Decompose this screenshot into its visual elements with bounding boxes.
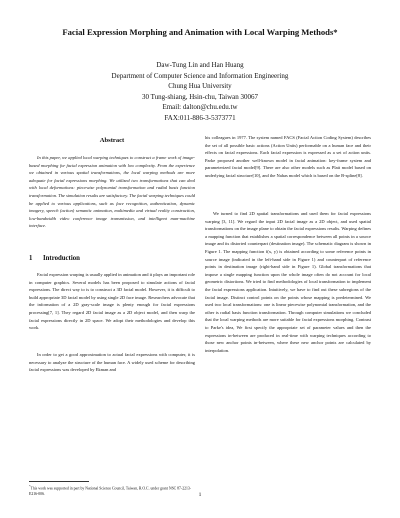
footnote-text: This work was supported in part by National Science Council, Taiwan, R.O.C. under grant NSC 87-2213-E216-006. [29, 486, 192, 496]
author-names: Daw-Tung Lin and Han Huang [156, 61, 244, 69]
university: Chung Hua University [168, 82, 232, 90]
intro-paragraph-3: his colleagues in 1977. The system named FACS (Facial Action Coding System) describes the set of all possible basic actions (Action Units) performable on a human face and their effects on facial expressions. Each facial expression is expressed as a set of action units. Parke proposed another well-known model in facial animation: key-frame system and parameterized facial model[9]. There are also other models such as Platt model based on underlying facial structure[10], and the Nahas model which is based on the B-spline[8]. [205, 135, 371, 178]
department: Department of Computer Science and Information Engineering [111, 71, 289, 80]
address: 30 Tung-shiang, Hsin-chu, Taiwan 30067 [141, 92, 259, 101]
page-number: 1 [198, 492, 202, 498]
intro-paragraph-1: Facial expression warping is usually applied in animation and it plays an important role in computer graphics. Several models has been proposed to simulate actions of facial expressions. The direct way to is to construct a 3D facial model. However, it is difficult to build appropriate 3D facial model by using single 2D face image. Researchers advocate that the information of a 2D gray-scale image is plenty enough for facial expressions processing[7, 1]. They regard 2D facial image as a 2D object model, and then warp the facial expressions directly in 2D space. We adopt their methodologies and develop this work. [29, 272, 195, 331]
email: Email: dalton@chu.edu.tw [162, 103, 238, 111]
fax: FAX:011-886-3-5373771 [164, 113, 236, 122]
section-heading-introduction [29, 254, 195, 263]
intro-paragraph-2: In order to get a good approximation to actual facial expressions with computer, it is necessary to analyze the structure of the human face. A widely used scheme for describing facial expressions was developed by Ekman and [29, 352, 195, 373]
section-title: Introduction [43, 255, 80, 262]
intro-paragraph-4: We turned to find 2D spatial transformations and used them for facial expressions warping [3, 11]. We regard the input 2D facial image as a 2D object, and used spatial transformations on the image plane to obtain the facial expressions results. Warping defines a mapping function that establishes a spatial correspondence between all points in a source image and its distorted counterpart (destination image). The schematic diagram is shown in Figure 1. The mapping function f(x, y) is obtained according to some reference points in source image (indicated in the left-hand side in Figure 1) and counterpart of reference points in destination image (right-hand side in Figure 1). Global transformations that impose a single mapping function upon the whole image often do not account for local geometric distortions. We tried to find methodologies of local transformation to implement the facial expressions application. Intuitively, we have to find out these subregions of the facial image. Distinct control points on the points whose mapping is predetermined. We used two local transformations: one is linear piecewise polynomial transformation, and the other is radial basis function transformation. Through computer simulations we concluded that the local warping methods are more suitable for facial expressions morphing. Contrast to Parke's idea, We first specify the appropriate set of parameter values and then the expressions in-between are produced in real-time with warping techniques according to those new anchor points in-between, where these new anchor points are calculated by interpolation. [205, 211, 371, 353]
abstract-text: In this paper, we applied local warping techniques to construct a frame work of image-based morphing for facial expression animation with low complexity. From the experience we obtained in various spatial transformations, the local warping methods are more adequate for facial expressions morphing. We utilized two transformations that can deal with local deformations: piecewise polynomial transformation and radial basis function transformation. The simulation results are satisfactory. The facial warping techniques could be applied to various applications, such as face recognition, authentication, dynamic imagery, speech (action) semantic animation, multimedia and virtual reality construction, low-bandwidth video conference image transmission, and intelligent man-machine interface. [29, 155, 195, 229]
author-block [60, 60, 340, 123]
left-column [29, 136, 195, 496]
section-number: 1 [29, 255, 33, 262]
paper-title: Facial Expression Morphing and Animation with Local Warping Methods* [62, 27, 338, 37]
footnote-rule [29, 481, 89, 482]
footnote-mark: * [29, 484, 31, 488]
abstract-heading: Abstract [99, 137, 125, 144]
